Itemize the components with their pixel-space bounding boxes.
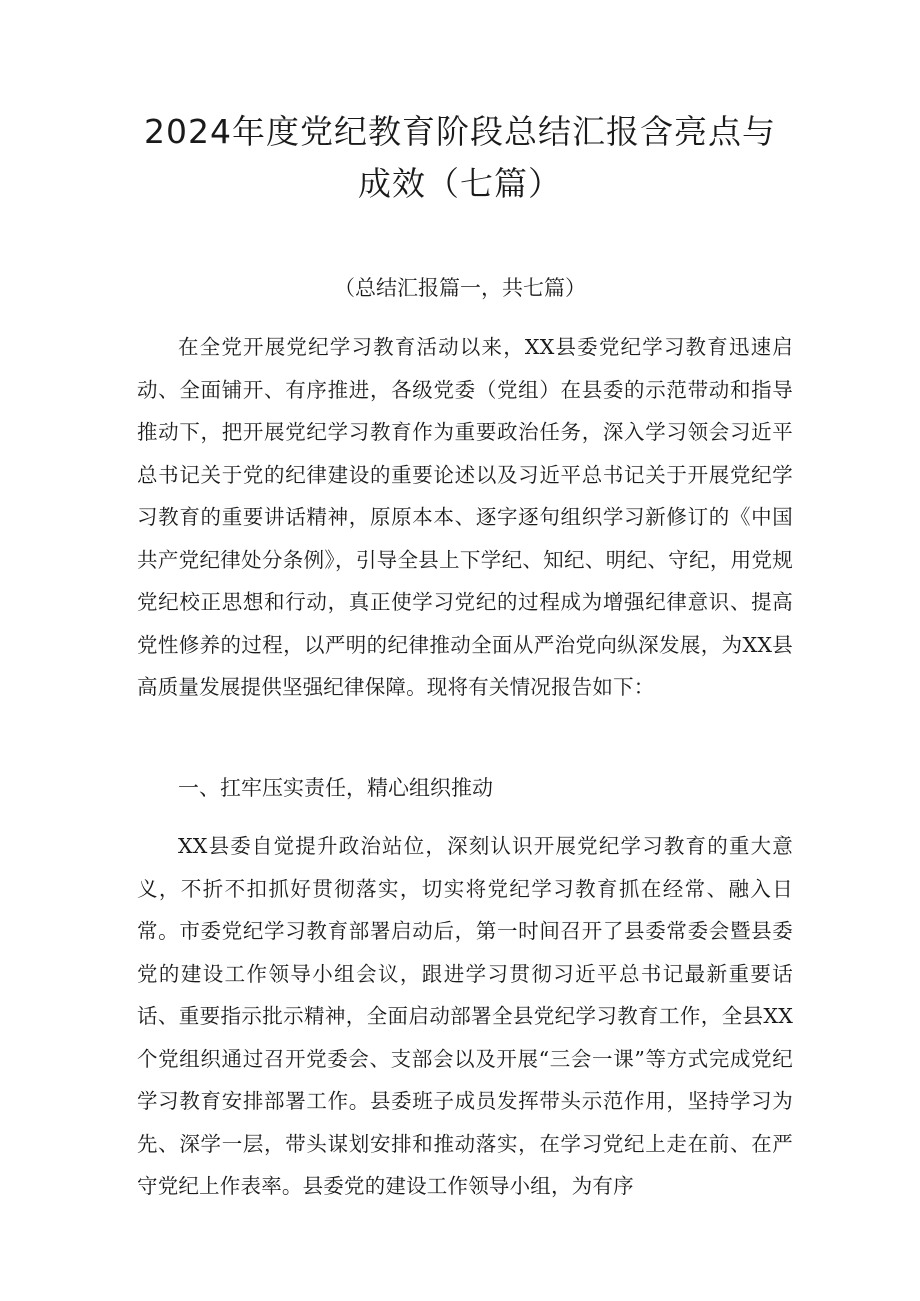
document-title — [120, 106, 800, 210]
title-line-1: 2024年度党纪教育阶段总结汇报含亮点与 — [144, 112, 776, 151]
title-line-2: 成效（七篇） — [358, 164, 562, 203]
section-1-paragraph: XX县委自觉提升政治站位，深刻认识开展党纪学习教育的重大意义，不折不扣抓好贯彻落实，切实将党纪学习教育抓在经常、融入日常。市委党纪学习教育部署启动后，第一时间召开了县委常委会暨县委党的建设工作领导小组会议，跟进学习贯彻习近平总书记最新重要话话、重要指示批示精神，全面启动部署全县党纪学习教育工作，全县XX个党组织通过召开党委会、支部会以及开展“三会一课”等方式完成党纪学习教育安排部署工作。县委班子成员发挥带头示范作用，坚持学习为先、深学一层，带头谋划安排和推动落实，在学习党纪上走在前、在严守党纪上作表率。县委党的建设工作领导小组，为有序 — [137, 834, 793, 1198]
section-heading-1: 一、扛牢压实责任，精心组织推动 — [178, 776, 493, 800]
document-subtitle: （总结汇报篇一，共七篇） — [334, 276, 586, 300]
intro-paragraph: 在全党开展党纪学习教育活动以来，XX县委党纪学习教育迅速启动、全面铺开、有序推进，各级党委（党组）在县委的示范带动和指导推动下，把开展党纪学习教育作为重要政治任务，深入学习领会习近平总书记关于党的纪律建设的重要论述以及习近平总书记关于开展党纪学习教育的重要讲话精神，原原本本、逐字逐句组织学习新修订的《中国共产党纪律处分条例》，引导全县上下学纪、知纪、明纪、守纪，用党规党纪校正思想和行动，真正使学习党纪的过程成为增强纪律意识、提高党性修养的过程，以严明的纪律推动全面从严治党向纵深发展，为XX县高质量发展提供坚强纪律保障。现将有关情况报告如下： — [137, 335, 793, 699]
